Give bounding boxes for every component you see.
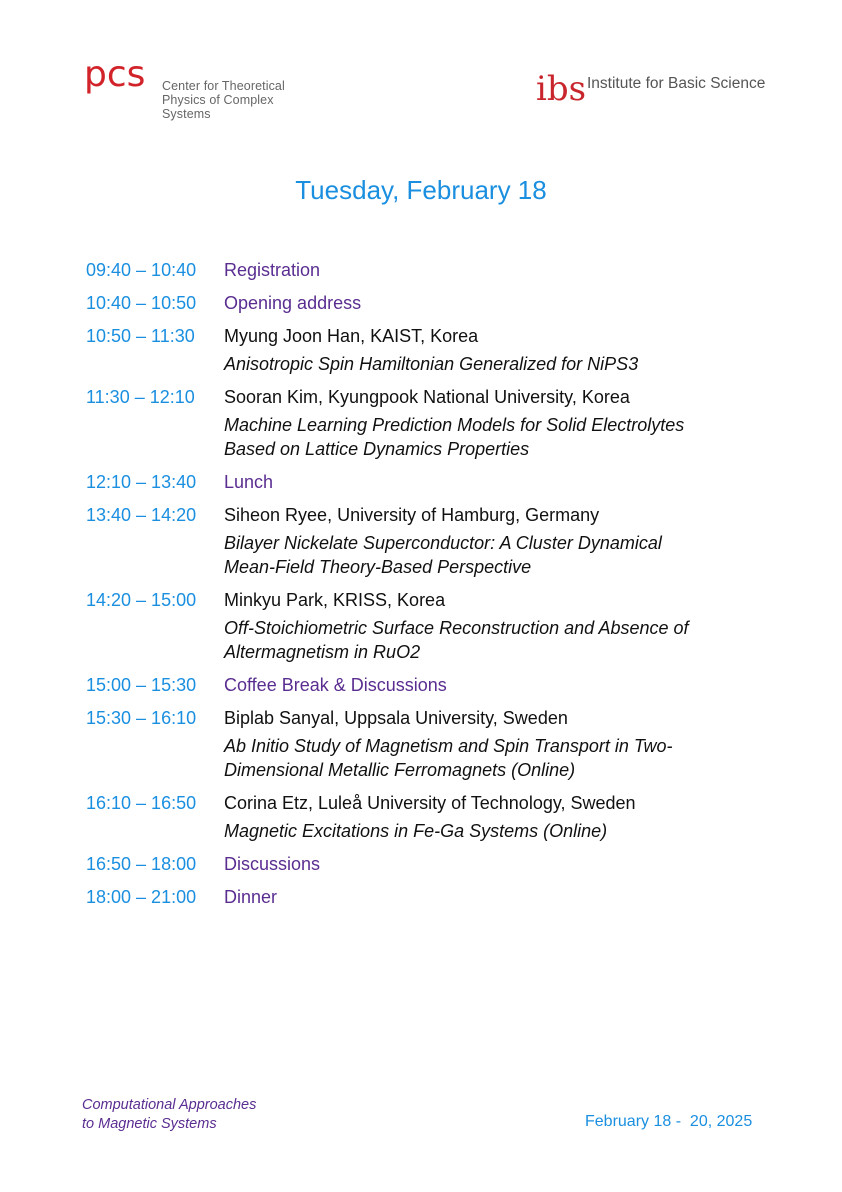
speaker-affiliation: Minkyu Park, KRISS, Korea (224, 590, 446, 610)
schedule-row (86, 791, 786, 843)
time-slot: 09:40 – 10:40 (86, 260, 197, 280)
page-title: Tuesday, February 18 (295, 175, 547, 205)
talk-title-line: Machine Learning Prediction Models for Solid Electrolytes (224, 415, 685, 435)
talk-title: Anisotropic Spin Hamiltonian Generalized for NiPS3 (224, 354, 639, 374)
event-label: Opening address (224, 293, 362, 313)
slot-content (224, 673, 786, 697)
conference-name-line1: Computational Approaches (82, 1097, 257, 1113)
pcs-logo-mark (84, 52, 160, 108)
ibs-logo-mark (536, 60, 586, 108)
time-slot: 15:00 – 15:30 (86, 675, 197, 695)
time-slot: 18:00 – 21:00 (86, 887, 197, 907)
schedule-row (86, 470, 786, 494)
time-slot: 16:50 – 18:00 (86, 854, 197, 874)
slot-content (224, 291, 786, 315)
speaker-affiliation: Corina Etz, Luleå University of Technology, Sweden (224, 793, 636, 813)
talk-title-line: Dimensional Metallic Ferromagnets (Online) (224, 760, 576, 780)
schedule-row (86, 885, 786, 909)
talk-title (224, 616, 786, 664)
schedule-row (86, 588, 786, 664)
schedule-row (86, 852, 786, 876)
ibs-logo-name: Institute for Basic Science (587, 75, 766, 92)
slot-content (224, 385, 786, 461)
ibs-logo (536, 60, 776, 108)
schedule-row (86, 706, 786, 782)
event-label: Dinner (224, 887, 278, 907)
slot-content (224, 324, 786, 376)
slot-content (224, 258, 786, 282)
conference-dates: February 18 - 20, 2025 (585, 1113, 753, 1130)
pcs-logo-text (162, 79, 314, 121)
pcs-logo-line2: Physics of Complex Systems (162, 93, 274, 121)
pcs-logo (84, 52, 314, 121)
ibs-mark-text: ibs (536, 69, 586, 108)
conference-name (82, 1096, 256, 1134)
time-slot: 12:10 – 13:40 (86, 472, 197, 492)
schedule-row (86, 673, 786, 697)
talk-title (224, 413, 786, 461)
schedule-list (86, 258, 786, 918)
time-slot: 16:10 – 16:50 (86, 793, 197, 813)
pcs-mark-p: pcs (84, 54, 146, 95)
speaker-affiliation: Myung Joon Han, KAIST, Korea (224, 326, 479, 346)
schedule-row (86, 503, 786, 579)
slot-content (224, 706, 786, 782)
talk-title-line: Bilayer Nickelate Superconductor: A Cluster Dynamical (224, 533, 662, 553)
talk-title (224, 531, 786, 579)
speaker-affiliation: Biplab Sanyal, Uppsala University, Sweden (224, 708, 568, 728)
time-slot: 15:30 – 16:10 (86, 708, 197, 728)
talk-title-line: Mean-Field Theory-Based Perspective (224, 557, 532, 577)
slot-content (224, 503, 786, 579)
talk-title-line: Altermagnetism in RuO2 (224, 642, 421, 662)
talk-title: Magnetic Excitations in Fe-Ga Systems (Online) (224, 821, 608, 841)
event-label: Discussions (224, 854, 321, 874)
time-slot: 10:40 – 10:50 (86, 293, 197, 313)
speaker-affiliation: Siheon Ryee, University of Hamburg, Germany (224, 505, 600, 525)
event-label: Coffee Break & Discussions (224, 675, 447, 695)
conference-name-line2: to Magnetic Systems (82, 1116, 217, 1132)
talk-title (224, 734, 786, 782)
time-slot: 14:20 – 15:00 (86, 590, 197, 610)
speaker-affiliation: Sooran Kim, Kyungpook National University, Korea (224, 387, 630, 407)
schedule-row (86, 385, 786, 461)
slot-content (224, 470, 786, 494)
schedule-row (86, 258, 786, 282)
time-slot: 11:30 – 12:10 (86, 387, 195, 407)
talk-title-line: Ab Initio Study of Magnetism and Spin Transport in Two- (224, 736, 673, 756)
slot-content (224, 885, 786, 909)
time-slot: 10:50 – 11:30 (86, 326, 195, 346)
slot-content (224, 588, 786, 664)
talk-title-line: Off-Stoichiometric Surface Reconstruction and Absence of (224, 618, 689, 638)
event-label: Registration (224, 260, 321, 280)
slot-content (224, 852, 786, 876)
schedule-row (86, 291, 786, 315)
time-slot: 13:40 – 14:20 (86, 505, 197, 525)
schedule-row (86, 324, 786, 376)
event-label: Lunch (224, 472, 274, 492)
pcs-logo-line1: Center for Theoretical (162, 79, 285, 93)
slot-content (224, 791, 786, 843)
talk-title-line: Based on Lattice Dynamics Properties (224, 439, 530, 459)
